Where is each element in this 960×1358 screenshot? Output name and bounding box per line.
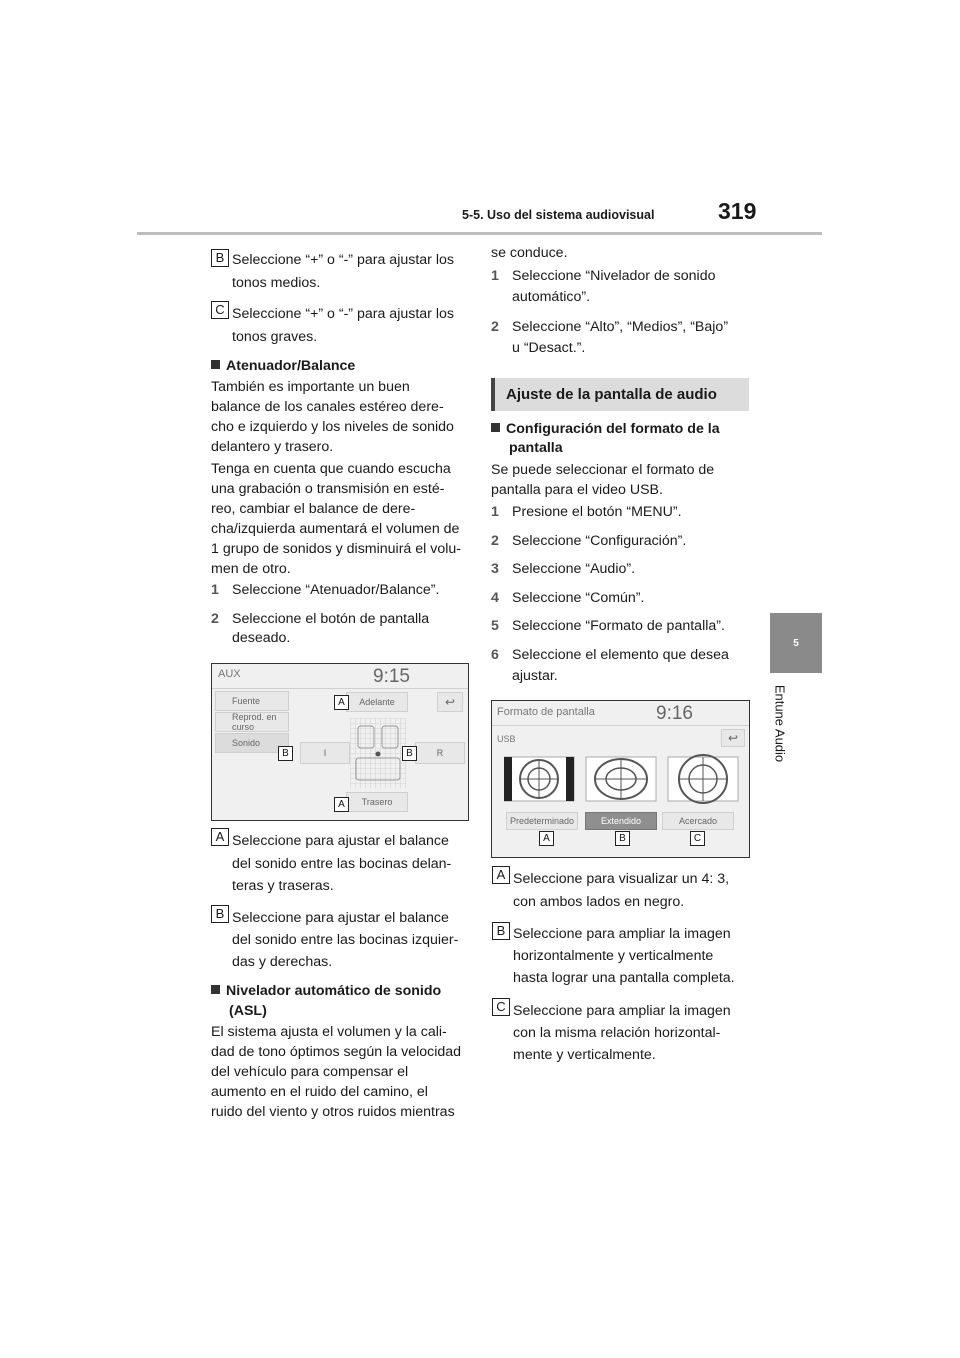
step-text: u “Desact.”.: [512, 340, 586, 356]
text-line: con la misma relación horizontal-: [513, 1025, 721, 1041]
chapter-label-text: Entune Audio: [772, 684, 788, 763]
step-number: 2: [211, 611, 219, 627]
section-header: 5-5. Uso del sistema audiovisual: [462, 208, 655, 222]
step-number: 3: [491, 561, 499, 577]
front-button[interactable]: Adelante: [346, 692, 408, 712]
step-text: Seleccione “Alto”, “Medios”, “Bajo”: [512, 319, 729, 335]
section-title-bar: Ajuste de la pantalla de audio: [491, 378, 749, 411]
text-line: del vehículo para compensar el: [211, 1064, 409, 1080]
format-preview-graphics: [504, 753, 740, 805]
square-bullet-icon: [211, 985, 220, 994]
text-line: delantero y trasero.: [211, 439, 334, 455]
screen-label-c: C: [690, 831, 705, 846]
step-text: Seleccione “Atenuador/Balance”.: [232, 582, 440, 598]
text-line: horizontalmente y verticalmente: [513, 948, 714, 964]
format-screen: [491, 700, 750, 858]
rear-button[interactable]: Trasero: [346, 792, 408, 812]
menu-item-fuente[interactable]: Fuente: [215, 691, 289, 711]
back-button[interactable]: [437, 692, 463, 712]
text-line: cho e izquierdo y los niveles de sonido: [211, 419, 454, 435]
acercado-button[interactable]: Acercado: [662, 812, 734, 830]
callout-label-b: B: [211, 905, 229, 923]
callout-label-a: A: [211, 828, 229, 846]
back-button[interactable]: [721, 729, 745, 747]
chapter-label: [766, 686, 796, 766]
text-line: tonos medios.: [232, 275, 321, 291]
text-line: reo, cambiar el balance de dere-: [211, 501, 416, 517]
step-number: 6: [491, 647, 499, 663]
text-line: con ambos lados en negro.: [513, 894, 685, 910]
callout-label-c: C: [211, 301, 229, 319]
balance-screen: [211, 663, 469, 821]
subheading-asl: [211, 981, 441, 1001]
screen-label-a: A: [334, 797, 349, 812]
text-line: Se puede seleccionar el formato de: [491, 462, 715, 478]
step-number: 1: [211, 582, 219, 598]
left-button[interactable]: I: [300, 742, 350, 764]
text-line: das y derechas.: [232, 954, 333, 970]
step-number: 1: [491, 504, 499, 520]
seat-grid-graphic: [350, 718, 406, 788]
step-text: deseado.: [232, 630, 291, 646]
text-line: cha/izquierda aumentará el volumen de: [211, 521, 460, 537]
subheading-text: Nivelador automático de sonido: [226, 983, 442, 999]
text-line: pantalla para el video USB.: [491, 482, 663, 498]
text-line: 1 grupo de sonidos y disminuirá el volu-: [211, 541, 461, 557]
text-line: una grabación o transmisión en esté-: [211, 481, 445, 497]
screen-label-b: B: [402, 746, 417, 761]
step-text: Seleccione el botón de pantalla: [232, 611, 430, 627]
text-line: del sonido entre las bocinas delan-: [232, 856, 452, 872]
menu-item-sonido[interactable]: Sonido: [215, 733, 289, 753]
text-line: Seleccione para ajustar el balance: [232, 833, 449, 849]
step-text: Seleccione “Común”.: [512, 590, 645, 606]
step-text: Seleccione “Nivelador de sonido: [512, 268, 716, 284]
square-bullet-icon: [211, 360, 220, 369]
text-line: Seleccione para ajustar el balance: [232, 910, 449, 926]
text-line: hasta lograr una pantalla completa.: [513, 970, 735, 986]
callout-label-b: B: [492, 922, 510, 940]
divider: [492, 725, 749, 726]
subheading-text: Atenuador/Balance: [226, 358, 356, 374]
menu-item-reprod[interactable]: Reprod. en curso: [215, 712, 289, 732]
text-line: aumento en el ruido del camino, el: [211, 1084, 428, 1100]
screen-title: Formato de pantalla: [497, 706, 595, 718]
callout-label-a: A: [492, 866, 510, 884]
back-arrow-icon: ↩: [444, 695, 456, 709]
text-line: Seleccione para visualizar un 4: 3,: [513, 871, 730, 887]
text-line: El sistema ajusta el volumen y la cali-: [211, 1024, 447, 1040]
text-line: balance de los canales estéreo dere-: [211, 399, 444, 415]
subheading-text: Configuración del formato de la: [506, 421, 720, 437]
text-line: Seleccione para ampliar la imagen: [513, 926, 731, 942]
text-line: tonos graves.: [232, 329, 318, 345]
chapter-tab: 5: [770, 613, 822, 673]
back-arrow-icon: ↩: [727, 731, 739, 745]
screen-title: AUX: [218, 668, 241, 680]
header-rule: [137, 232, 822, 235]
screen-clock: 9:15: [373, 666, 410, 687]
screen-label-b: B: [278, 746, 293, 761]
text-line: teras y traseras.: [232, 878, 334, 894]
screen-label-b: B: [615, 831, 630, 846]
step-text: Presione el botón “MENU”.: [512, 504, 682, 520]
text-line: se conduce.: [491, 245, 568, 261]
predeterminado-button[interactable]: Predeterminado: [506, 812, 578, 830]
extendido-button[interactable]: Extendido: [585, 812, 657, 830]
text-line: men de otro.: [211, 561, 291, 577]
step-text: ajustar.: [512, 668, 558, 684]
subheading-asl-cont: (ASL): [229, 1003, 267, 1019]
step-number: 2: [491, 319, 499, 335]
text-line: Seleccione para ampliar la imagen: [513, 1003, 731, 1019]
step-number: 5: [491, 618, 499, 634]
text-line: Tenga en cuenta que cuando escucha: [211, 461, 451, 477]
subheading-formato: [491, 419, 720, 439]
screen-clock: 9:16: [656, 703, 693, 724]
text-line: Seleccione “+” o “-” para ajustar los: [232, 306, 454, 322]
step-text: Seleccione “Audio”.: [512, 561, 636, 577]
callout-label-b: B: [211, 249, 229, 267]
step-number: 4: [491, 590, 499, 606]
divider: [212, 688, 468, 689]
step-number: 1: [491, 268, 499, 284]
text-line: mente y verticalmente.: [513, 1047, 656, 1063]
callout-label-c: C: [492, 998, 510, 1016]
page-number: 319: [718, 198, 757, 224]
step-text: Seleccione “Formato de pantalla”.: [512, 618, 725, 634]
step-text: Seleccione el elemento que desea: [512, 647, 729, 663]
right-button[interactable]: R: [415, 742, 465, 764]
text-line: del sonido entre las bocinas izquier-: [232, 932, 459, 948]
preview-predeterminado: [504, 757, 574, 801]
screen-label-a: A: [334, 695, 349, 710]
step-text: Seleccione “Configuración”.: [512, 533, 687, 549]
square-bullet-icon: [491, 423, 500, 432]
subheading-atenuador: [211, 356, 355, 376]
text-line: ruido del viento y otros ruidos mientras: [211, 1104, 455, 1120]
subheading-formato-cont: pantalla: [509, 440, 563, 456]
text-line: Seleccione “+” o “-” para ajustar los: [232, 252, 454, 268]
preview-extendido: [586, 757, 656, 801]
text-line: dad de tono óptimos según la velocidad: [211, 1044, 462, 1060]
step-text: automático”.: [512, 289, 591, 305]
text-line: También es importante un buen: [211, 379, 410, 395]
step-number: 2: [491, 533, 499, 549]
preview-acercado: [668, 755, 738, 803]
screen-label-a: A: [539, 831, 554, 846]
source-label: USB: [497, 734, 516, 744]
